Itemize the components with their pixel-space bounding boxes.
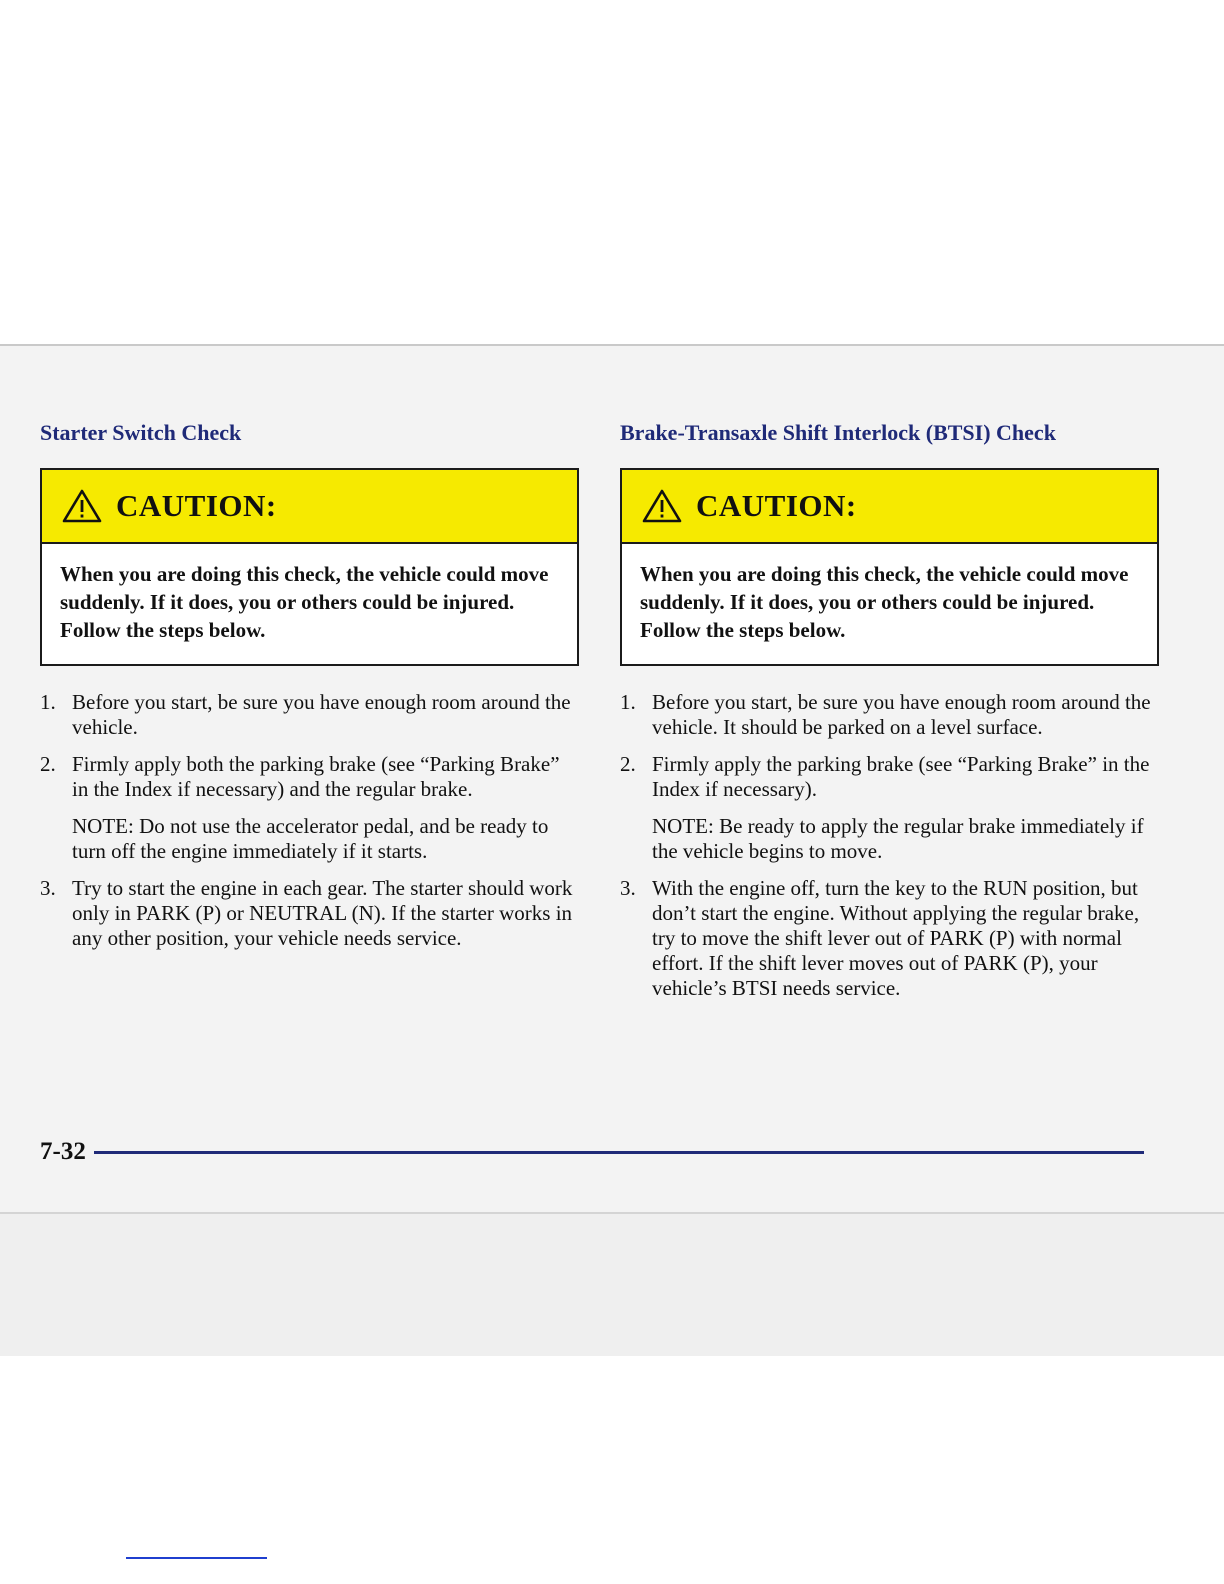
step-number: 2. — [620, 752, 636, 776]
divider — [126, 1557, 267, 1559]
list-item — [620, 690, 1160, 740]
caution-text: When you are doing this check, the vehicle could move suddenly. If it does, you or others could be injured. Follow the steps below. — [640, 562, 1129, 642]
step-text: Try to start the engine in each gear. The starter should work only in PARK (P) or NEUTRAL (N). If the starter works in any other position, your vehicle needs service. — [72, 876, 573, 950]
caution-heading: CAUTION: — [116, 488, 277, 523]
footer-rule — [94, 1151, 1144, 1154]
btsi-section — [620, 420, 1160, 1013]
step-number: 3. — [40, 876, 56, 900]
warning-triangle-icon — [62, 489, 102, 523]
step-text: Before you start, be sure you have enough room around the vehicle. It should be parked on a level surface. — [652, 690, 1151, 739]
warning-triangle-icon — [642, 489, 682, 523]
list-item — [620, 752, 1160, 802]
page-bottom-edge — [0, 1212, 1224, 1356]
page-number: 7-32 — [40, 1138, 86, 1165]
caution-box — [620, 468, 1159, 666]
step-number: 1. — [620, 690, 636, 714]
caution-box — [40, 468, 579, 666]
step-number: 2. — [40, 752, 56, 776]
step-number: 1. — [40, 690, 56, 714]
page-footer — [40, 1136, 1144, 1168]
list-item — [40, 690, 580, 740]
caution-text: When you are doing this check, the vehicle could move suddenly. If it does, you or others could be injured. Follow the steps below. — [60, 562, 549, 642]
section-title: Brake-Transaxle Shift Interlock (BTSI) Check — [620, 420, 1056, 445]
list-item — [40, 876, 580, 951]
steps-list — [620, 690, 1160, 1001]
list-item — [620, 876, 1160, 1001]
caution-heading: CAUTION: — [696, 488, 857, 523]
steps-list — [40, 690, 580, 951]
section-title: Starter Switch Check — [40, 420, 242, 445]
page-top-edge — [0, 344, 1224, 346]
caution-header — [42, 470, 577, 544]
step-text: Firmly apply both the parking brake (see “Parking Brake” in the Index if necessary) and the regular brake. — [72, 752, 560, 801]
caution-header — [622, 470, 1157, 544]
list-item — [40, 752, 580, 802]
step-text: With the engine off, turn the key to the RUN position, but don’t start the engine. Without applying the regular brake, try to move the shift lever out of PARK (P) with normal effort. If the shift lever moves out of PARK (P), your vehicle’s BTSI needs service. — [652, 876, 1140, 1000]
note-text: NOTE: Be ready to apply the regular brake immediately if the vehicle begins to move. — [652, 814, 1144, 863]
step-text: Before you start, be sure you have enough room around the vehicle. — [72, 690, 571, 739]
manual-page — [0, 344, 1224, 1354]
step-number: 3. — [620, 876, 636, 900]
step-text: Firmly apply the parking brake (see “Parking Brake” in the Index if necessary). — [652, 752, 1150, 801]
starter-switch-section — [40, 420, 580, 963]
note-text: NOTE: Do not use the accelerator pedal, and be ready to turn off the engine immediately if it starts. — [72, 814, 549, 863]
